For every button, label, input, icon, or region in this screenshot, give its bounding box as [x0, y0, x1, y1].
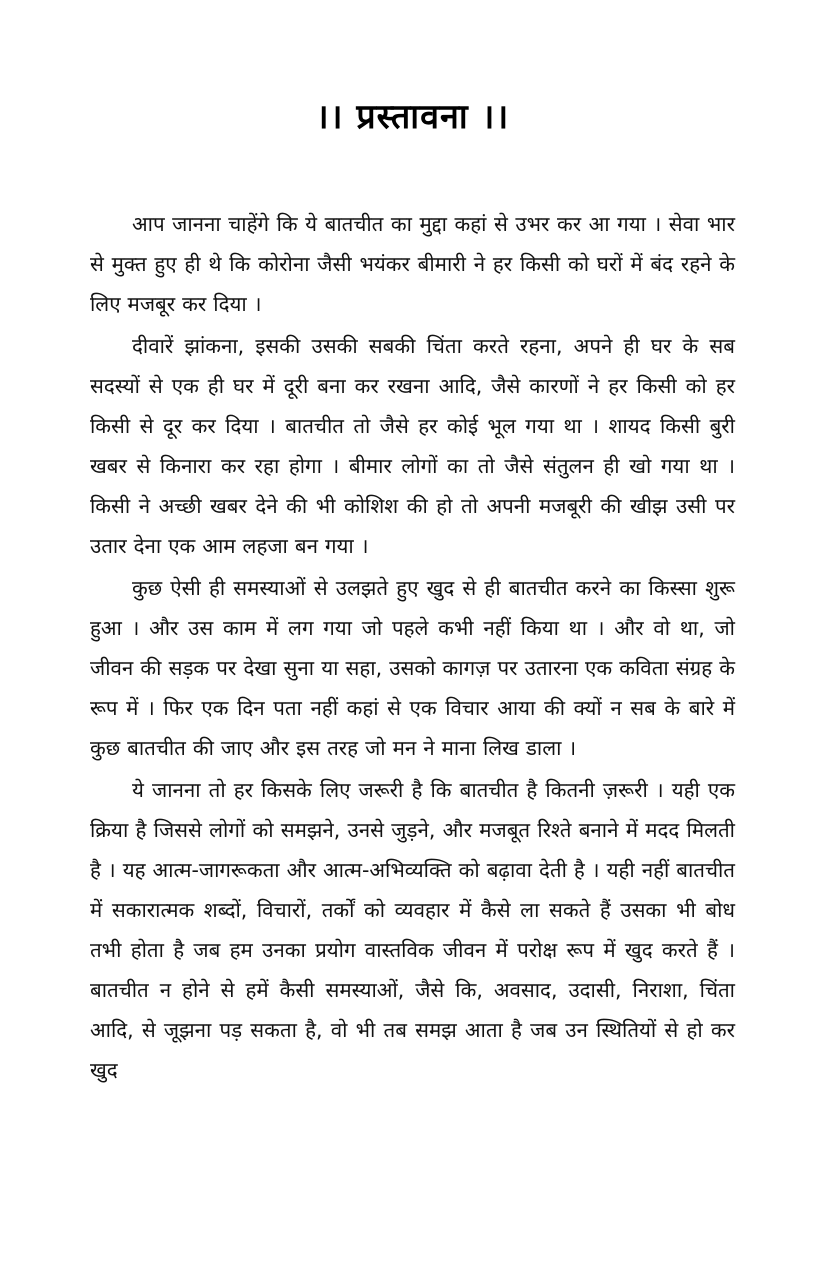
paragraph: दीवारें झांकना, इसकी उसकी सबकी चिंता करते रहना, अपने ही घर के सब सदस्यों से एक ही घर में दूरी बना कर रखना आदि, जैसे कारणों ने हर किसी को हर किसी से दूर कर दिया । बातचीत तो जैसे हर कोई भूल गया था । शायद किसी बुरी खबर से किनारा कर रहा होगा । बीमार लोगों का तो जैसे संतुलन ही खो गया था । किसी ने अच्छी खबर देने की भी कोशिश की हो तो अपनी मजबूरी की खीझ उसी पर उतार देना एक आम लहजा बन गया । [90, 334, 735, 558]
paragraph: आप जानना चाहेंगे कि ये बातचीत का मुद्दा कहां से उभर कर आ गया । सेवा भार से मुक्त हुए ही थे कि कोरोना जैसी भयंकर बीमारी ने हर किसी को घरों में बंद रहने के लिए मजबूर कर दिया । [90, 212, 735, 316]
body-text [90, 204, 735, 1090]
page-title: ।। प्रस्तावना ।। [315, 97, 510, 137]
paragraph: कुछ ऐसी ही समस्याओं से उलझते हुए खुद से ही बातचीत करने का किस्सा शुरू हुआ । और उस काम में लग गया जो पहले कभी नहीं किया था । और वो था, जो जीवन की सड़क पर देखा सुना या सहा, उसको कागज़ पर उतारना एक कविता संग्रह के रूप में । फिर एक दिन पता नहीं कहां से एक विचार आया की क्यों न सब के बारे में कुछ बातचीत की जाए और इस तरह जो मन ने माना लिख डाला । [90, 576, 735, 760]
paragraph: ये जानना तो हर किसके लिए जरूरी है कि बातचीत है कितनी ज़रूरी । यही एक क्रिया है जिससे लोगों को समझने, उनसे जुड़ने, और मजबूत रिश्ते बनाने में मदद मिलती है । यह आत्म-जागरूकता और आत्म-अभिव्यक्ति को बढ़ावा देती है । यही नहीं बातचीत में सकारात्मक शब्दों, विचारों, तर्कों को व्यवहार में कैसे ला सकते हैं उसका भी बोध तभी होता है जब हम उनका प्रयोग वास्तविक जीवन में परोक्ष रूप में खुद करते हैं । बातचीत न होने से हमें कैसी समस्याओं, जैसे कि, अवसाद, उदासी, निराशा, चिंता आदि, से जूझना पड़ सकता है, वो भी तब समझ आता है जब उन स्थितियों से हो कर खुद [90, 778, 735, 1082]
